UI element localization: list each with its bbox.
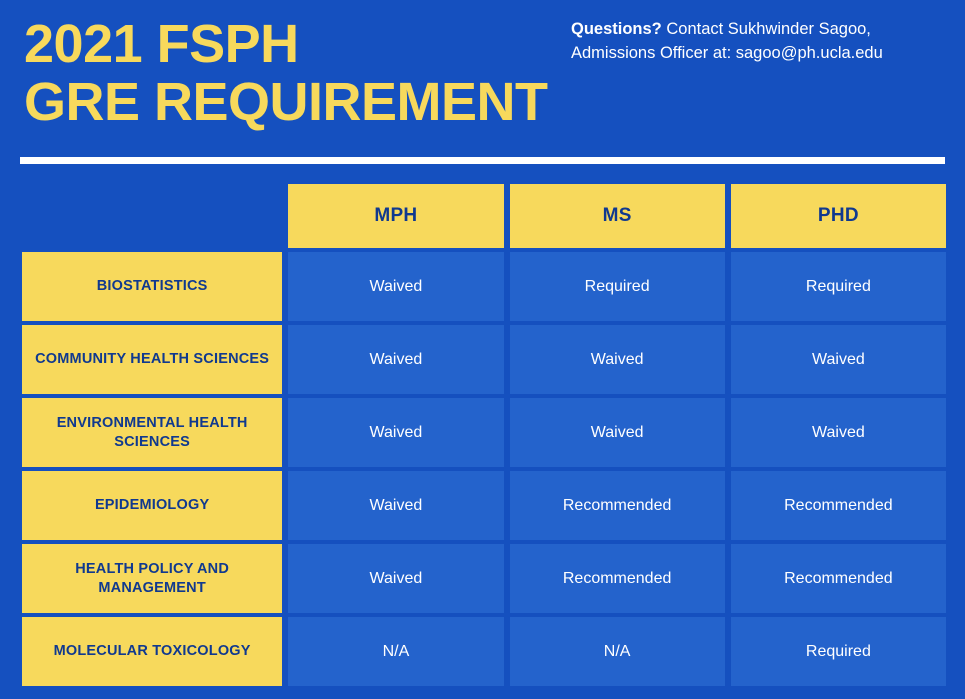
row-header-epidemiology: EPIDEMIOLOGY — [22, 471, 282, 540]
table-row — [22, 471, 946, 540]
cell-community-health-sciences-phd: Waived — [731, 325, 946, 394]
column-header-ms: MS — [510, 184, 725, 248]
cell-epidemiology-mph: Waived — [288, 471, 503, 540]
cell-molecular-toxicology-mph: N/A — [288, 617, 503, 686]
page-title-line-1: 2021 FSPH — [24, 14, 299, 74]
table-header-row — [22, 184, 946, 248]
column-header-phd: PHD — [731, 184, 946, 248]
header — [0, 0, 965, 150]
table-row — [22, 252, 946, 321]
table-row — [22, 325, 946, 394]
table-row — [22, 544, 946, 613]
contact-details: Contact Sukhwinder Sagoo, Admissions Officer at: sagoo@ph.ucla.edu — [571, 20, 883, 62]
table-row — [22, 398, 946, 467]
cell-environmental-health-sciences-mph: Waived — [288, 398, 503, 467]
cell-molecular-toxicology-phd: Required — [731, 617, 946, 686]
cell-epidemiology-phd: Recommended — [731, 471, 946, 540]
cell-community-health-sciences-mph: Waived — [288, 325, 503, 394]
cell-biostatistics-ms: Required — [510, 252, 725, 321]
row-header-environmental-health-sciences: ENVIRONMENTAL HEALTH SCIENCES — [22, 398, 282, 467]
cell-molecular-toxicology-ms: N/A — [510, 617, 725, 686]
row-header-health-policy-and-management: HEALTH POLICY AND MANAGEMENT — [22, 544, 282, 613]
cell-health-policy-and-management-mph: Waived — [288, 544, 503, 613]
cell-community-health-sciences-ms: Waived — [510, 325, 725, 394]
cell-biostatistics-phd: Required — [731, 252, 946, 321]
contact-note — [571, 18, 941, 66]
table-row — [22, 617, 946, 686]
header-divider — [20, 157, 945, 164]
requirements-table — [0, 180, 965, 690]
cell-health-policy-and-management-ms: Recommended — [510, 544, 725, 613]
table-corner-cell — [22, 184, 282, 248]
cell-environmental-health-sciences-ms: Waived — [510, 398, 725, 467]
contact-label: Questions? — [571, 20, 662, 38]
row-header-community-health-sciences: COMMUNITY HEALTH SCIENCES — [22, 325, 282, 394]
cell-epidemiology-ms: Recommended — [510, 471, 725, 540]
page-title-line-2: GRE REQUIREMENT — [24, 71, 548, 132]
cell-environmental-health-sciences-phd: Waived — [731, 398, 946, 467]
cell-biostatistics-mph: Waived — [288, 252, 503, 321]
row-header-biostatistics: BIOSTATISTICS — [22, 252, 282, 321]
cell-health-policy-and-management-phd: Recommended — [731, 544, 946, 613]
requirements-grid — [16, 180, 952, 690]
column-header-mph: MPH — [288, 184, 503, 248]
row-header-molecular-toxicology: MOLECULAR TOXICOLOGY — [22, 617, 282, 686]
